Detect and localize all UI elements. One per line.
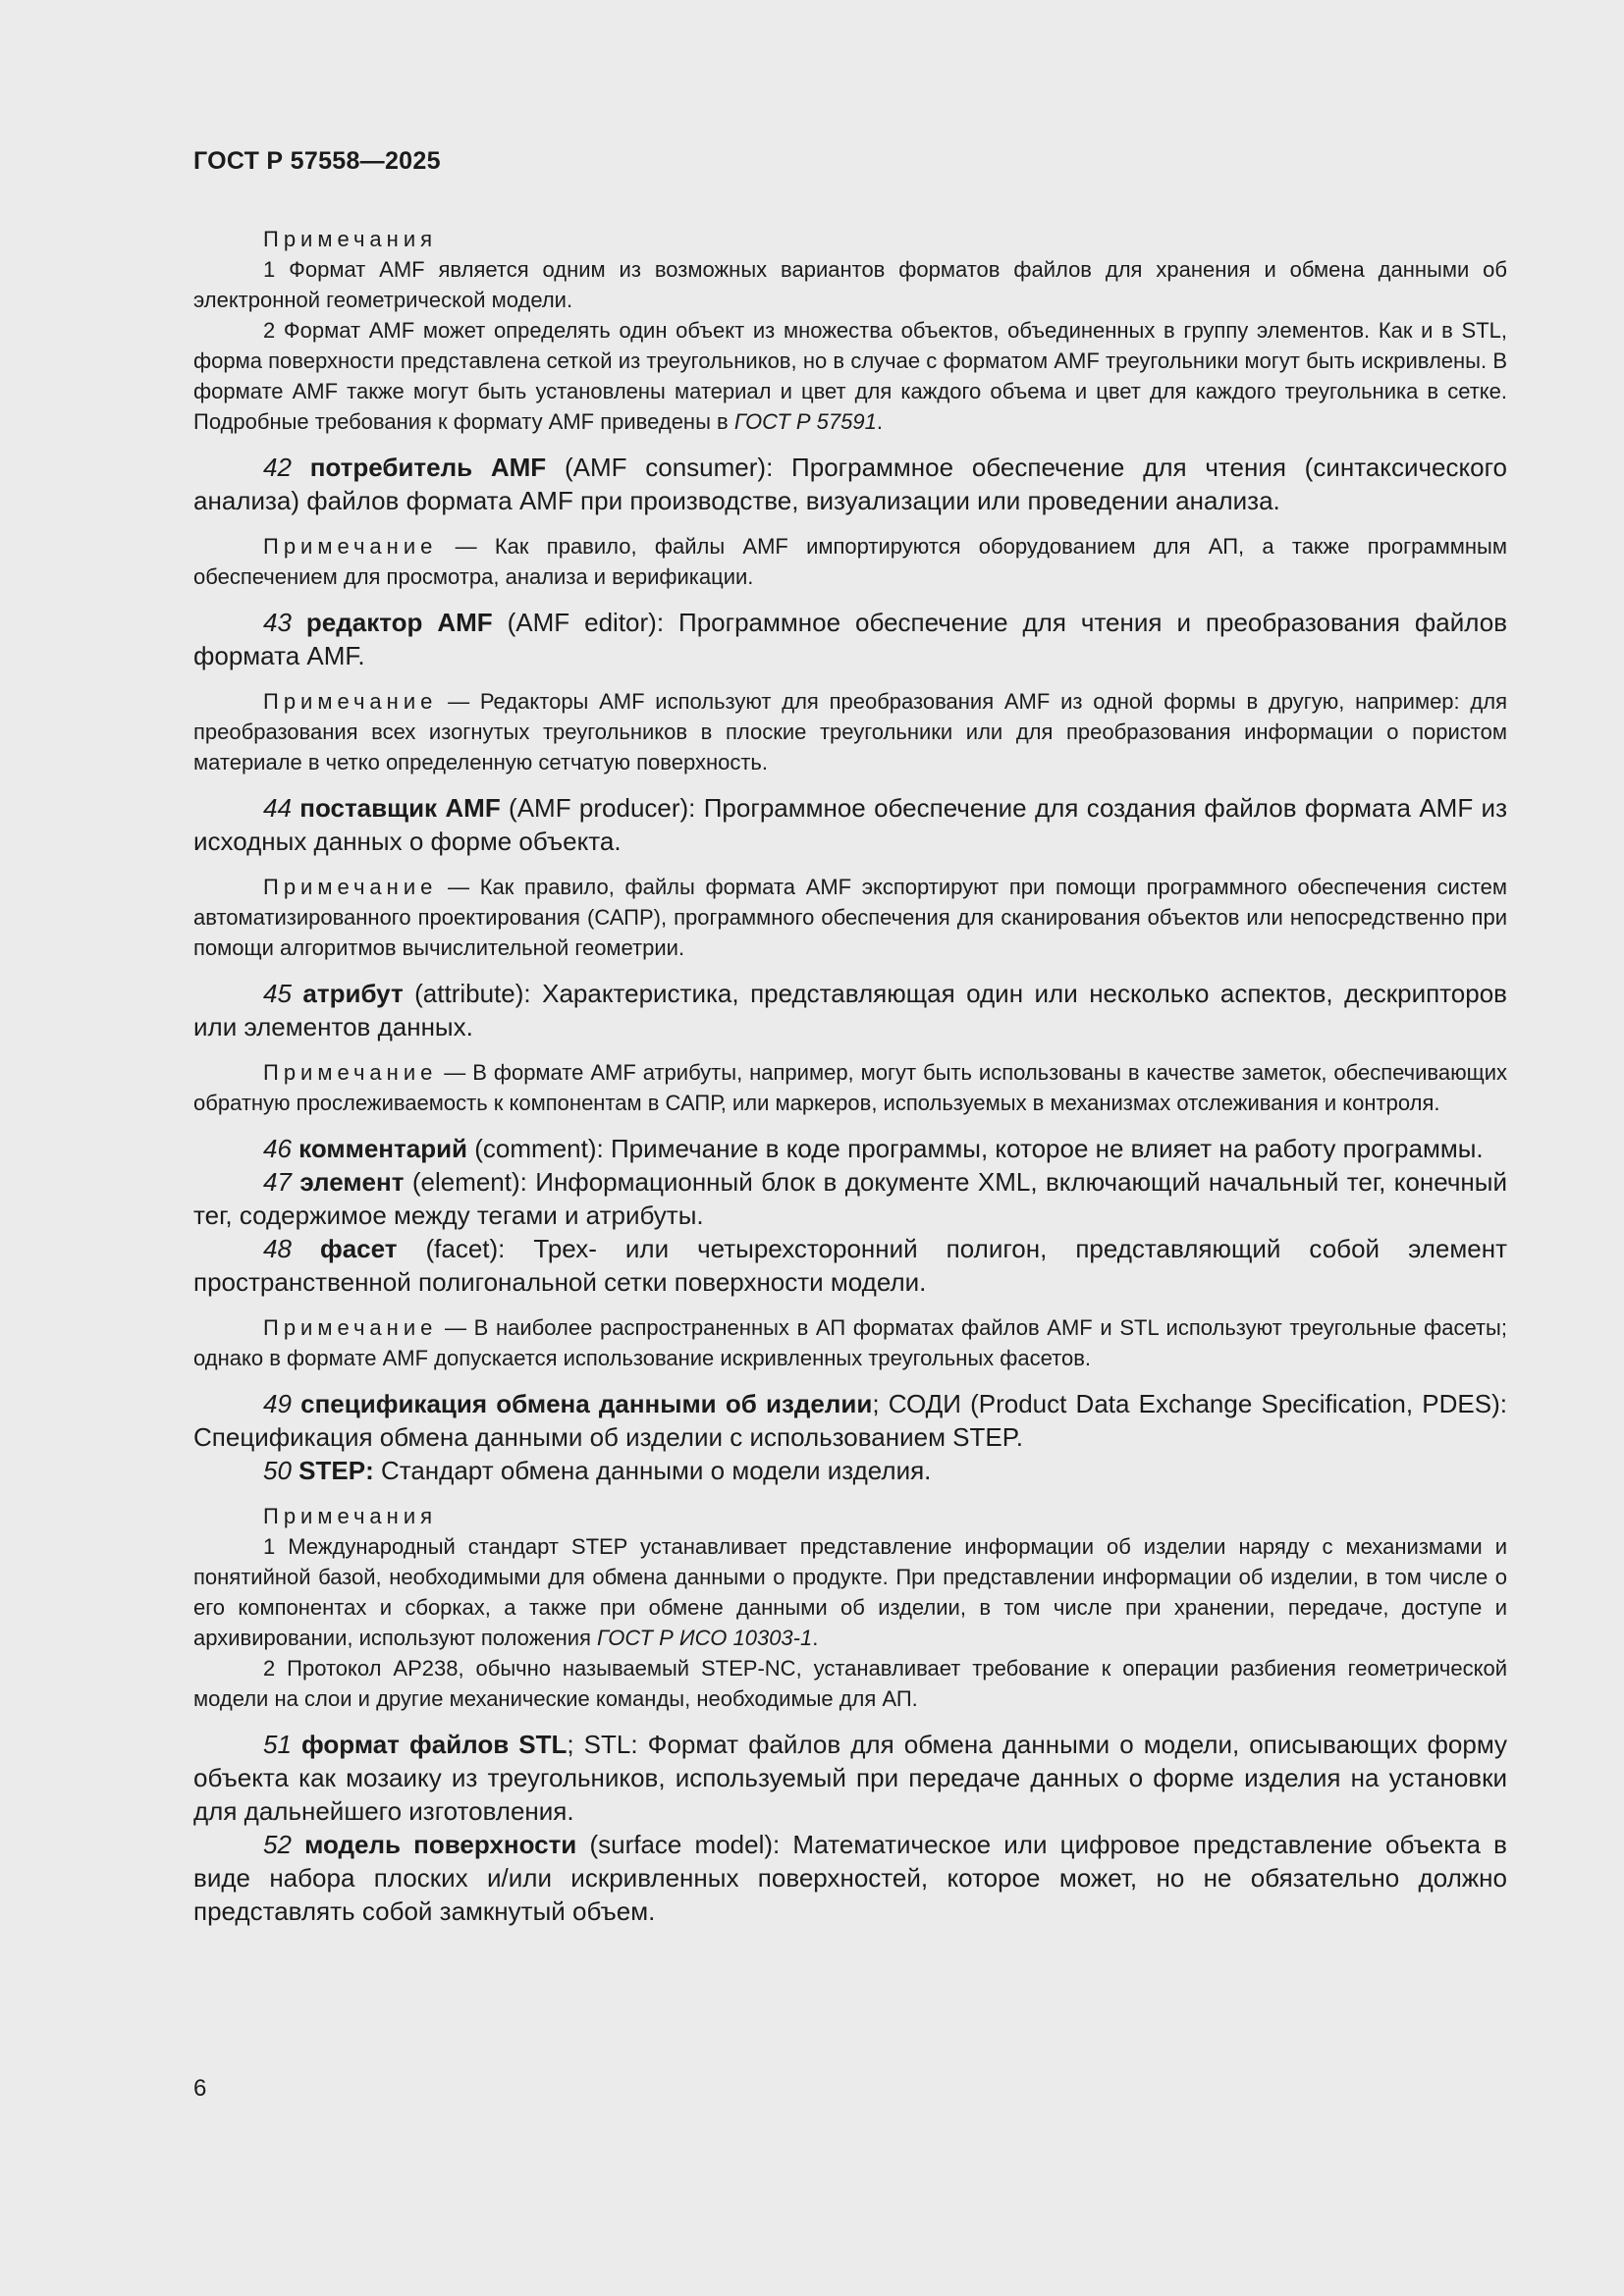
term-definition: (AMF producer): Программное обеспечение для создания файлов формата AMF из исходных данных о форме объекта. [193, 793, 1507, 856]
term-name: формат файлов STL [301, 1730, 568, 1759]
note-step-1-reference: ГОСТ Р ИСО 10303-1 [597, 1626, 813, 1650]
term-name: модель поверхности [304, 1830, 577, 1859]
term-number: 49 [263, 1389, 292, 1418]
note-step-2: 2 Протокол AP238, обычно называемый STEP-NC, устанавливает требование к операции разбиения геометрической модели на слои и другие механические команды, необходимые для АП. [193, 1656, 1507, 1711]
note-step-1 [193, 1531, 1507, 1653]
note-term-44 [193, 872, 1507, 963]
term-number: 46 [263, 1134, 292, 1163]
note-label: Примечание [263, 689, 438, 714]
term-definition: (AMF consumer): Программное обеспечение для чтения (синтаксического анализа) файлов формата AMF при производстве, визуализации или проведении анализа. [193, 453, 1507, 515]
notes-heading: Примечания [263, 1504, 438, 1528]
term-definition: (attribute): Характеристика, представляющая один или несколько аспектов, дескрипторов или элементов данных. [193, 979, 1507, 1041]
term-name: редактор AMF [305, 608, 493, 637]
term-number: 42 [263, 453, 292, 482]
term-definition: ; STL: Формат файлов для обмена данными о модели, описывающих форму объекта как мозаику из треугольников, используемый при передаче данных о форме изделия на установки для дальнейшего изготовления. [193, 1730, 1507, 1826]
term-number: 45 [263, 979, 292, 1008]
note-text: — Как правило, файлы AMF импортируются оборудованием для АП, а также программным обеспечением для просмотра, анализа и верификации. [193, 534, 1507, 589]
term-number: 50 [263, 1456, 292, 1485]
term-43 [193, 606, 1507, 672]
note-label: Примечание [263, 875, 438, 899]
notes-heading: Примечания [263, 227, 438, 251]
term-name: комментарий [298, 1134, 468, 1163]
term-name: спецификация обмена данными об изделии [300, 1389, 873, 1418]
term-number: 48 [263, 1234, 292, 1263]
note-step-1-end: . [812, 1626, 819, 1650]
term-51 [193, 1728, 1507, 1828]
note-text: — Редакторы AMF используют для преобразования AMF из одной формы в другую, например: для преобразования всех изогнутых треугольников в плоские треугольники или для преобразования информации о пористом материале в четко определенную сетчатую поверхность. [193, 689, 1507, 774]
term-48 [193, 1232, 1507, 1299]
note-label: Примечание [263, 1315, 438, 1340]
note-label: Примечание [263, 534, 438, 559]
term-number: 52 [263, 1830, 292, 1859]
note-label: Примечание [263, 1060, 438, 1085]
document-code-header: ГОСТ Р 57558—2025 [193, 147, 441, 175]
note-text: — В наиболее распространенных в АП форматах файлов AMF и STL используют треугольные фасеты; однако в формате AMF допускается использование искривленных треугольных фасетов. [193, 1315, 1507, 1370]
term-definition: (facet): Трех- или четырехсторонний полигон, представляющий собой элемент пространственной полигональной сетки поверхности модели. [193, 1234, 1507, 1297]
term-name: элемент [299, 1167, 405, 1197]
term-name: фасет [319, 1234, 398, 1263]
note-amf-2-reference: ГОСТ Р 57591 [733, 409, 877, 434]
term-name: поставщик AMF [299, 793, 501, 823]
note-text: — В формате AMF атрибуты, например, могут быть использованы в качестве заметок, обеспечивающих обратную прослеживаемость к компонентам в САПР, или маркеров, используемых в механизмах отслеживания и контроля. [193, 1060, 1507, 1115]
note-step-1-text: 1 Международный стандарт STEP устанавливает представление информации об изделии наряду с механизмами и понятийной базой, необходимыми для обмена данными о продукте. При представлении информации об изделии, в том числе о его компонентах и сборках, а также при обмене данными об изделии, в том числе при хранении, передаче, доступе и архивировании, используют положения [193, 1534, 1507, 1650]
term-42 [193, 451, 1507, 517]
note-text: — Как правило, файлы формата AMF экспортируют при помощи программного обеспечения систем автоматизированного проектирования (САПР), программного обеспечения для сканирования объектов или непосредственно при помощи алгоритмов вычислительной геометрии. [193, 875, 1507, 960]
term-definition: ; СОДИ (Product Data Exchange Specification, PDES): Спецификация обмена данными об изделии с использованием STEP. [193, 1389, 1507, 1452]
term-44 [193, 791, 1507, 858]
note-amf-2-end: . [876, 409, 883, 434]
term-47 [193, 1165, 1507, 1232]
term-number: 47 [263, 1167, 292, 1197]
note-term-43 [193, 686, 1507, 777]
term-definition: (comment): Примечание в коде программы, которое не влияет на работу программы. [467, 1134, 1484, 1163]
term-45 [193, 977, 1507, 1043]
term-definition: (element): Информационный блок в документе XML, включающий начальный тег, конечный тег, содержимое между тегами и атрибуты. [193, 1167, 1507, 1230]
note-term-42 [193, 531, 1507, 592]
term-definition: (surface model): Математическое или цифровое представление объекта в виде набора плоских и/или искривленных поверхностей, которое может, но не обязательно должно представлять собой замкнутый объем. [193, 1830, 1507, 1926]
term-definition: (AMF editor): Программное обеспечение для чтения и преобразования файлов формата AMF. [193, 608, 1508, 670]
term-name: атрибут [302, 979, 404, 1008]
note-amf-1: 1 Формат AMF является одним из возможных вариантов форматов файлов для хранения и обмена данными об электронной геометрической модели. [193, 257, 1507, 312]
term-number: 44 [263, 793, 292, 823]
term-name: потребитель AMF [309, 453, 547, 482]
term-number: 51 [263, 1730, 292, 1759]
term-name: STEP: [298, 1456, 374, 1485]
term-46 [193, 1132, 1507, 1165]
term-number: 43 [263, 608, 292, 637]
page-number: 6 [193, 2075, 207, 2102]
note-term-48 [193, 1312, 1507, 1373]
page-content [193, 224, 1507, 1928]
term-49 [193, 1387, 1507, 1454]
note-amf-2-text: 2 Формат AMF может определять один объект из множества объектов, объединенных в группу элементов. Как и в STL, форма поверхности представлена сеткой из треугольников, но в случае с форматом AMF треугольники могут быть искривлены. В формате AMF также могут быть установлены материал и цвет для каждого объема и цвет для каждого треугольника в сетке. Подробные требования к формату AMF приведены в [193, 318, 1507, 434]
note-amf-2 [193, 315, 1507, 437]
term-50 [193, 1454, 1507, 1487]
term-52 [193, 1828, 1507, 1928]
term-definition: Стандарт обмена данными о модели изделия. [373, 1456, 932, 1485]
note-term-45 [193, 1057, 1507, 1118]
